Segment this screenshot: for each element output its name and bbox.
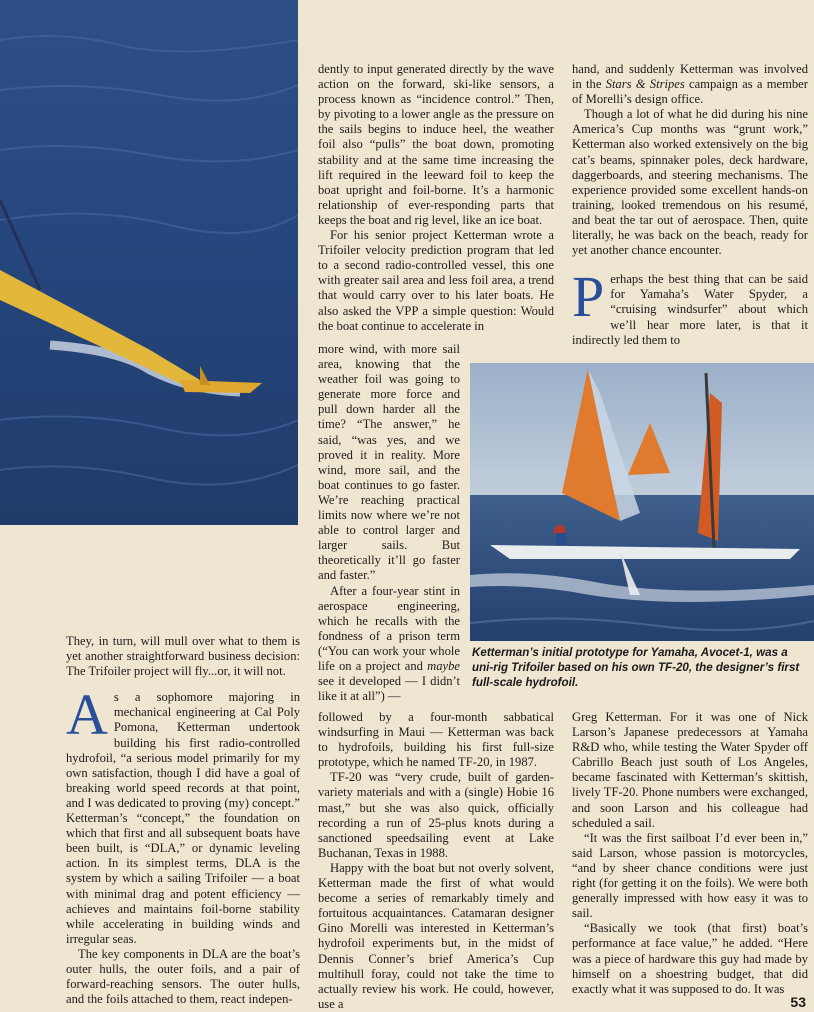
trifoiler-photo [0,0,298,525]
avocet-photo [470,363,814,641]
text-column-middle-top [318,62,554,334]
paragraph: Though a lot of what he did during his nine America’s Cup months was “grunt work,” Ketterman also worked extensively on the big cat’s beams, spinnaker poles, deck hardware, daggerboards, and steering mechanisms. The experience provided some excellent hands-on training, looked tremendous on his resumé, and beat the tar out of aerospace. Then, quite literally, he was back on the beach, ready for yet another chance encounter. [572,107,808,258]
paragraph: followed by a four-month sabbatical windsurfing in Maui — Ketterman was back to hydrofoils, building his first full-size prototype, which he named TF-20, in 1987. [318,710,554,770]
text-column-middle-bottom [318,710,554,1012]
paragraph: Happy with the boat but not overly solvent, Ketterman made the first of what would become a series of remarkably timely and fortuitous acquaintances. Catamaran designer Gino Morelli was interested in Ketterman’s hydrofoil experiments but, in the midst of Dennis Conner’s brief America’s Cup multihull foray, could not take the time to actually review his work. He could, however, use a [318,860,554,1011]
paragraph: “Basically we took (that first) boat’s performance at face value,” he added. “Here was a piece of hardware this guy had made by himself on a shoestring budget, that did exactly what it was supposed to do. It was [572,921,808,996]
paragraph: TF-20 was “very crude, built of garden-variety materials and with a (single) Hobie 16 mast,” but she was also quick, officially recording a run of 25-plus knots during a sanctioned speedsailing event at Lake Buchanan, Texas in 1988. [318,770,554,860]
paragraph: After a four-year stint in aerospace engineering, which he recalls with the fondness of a prison term (“You can work your whole life on a project and maybe see it developed — I didn’t like it at all”) — [318,583,460,704]
text-column-middle-narrow [318,342,460,704]
paragraph: They, in turn, will mull over what to them is yet another straightforward business decision: The Trifoiler project will fly...or, it will not. [66,634,300,679]
paragraph: dently to input generated directly by the wave action on the forward, ski-like sensors, a process known as “incidence control.” Then, by pivoting to a lower angle as the pressure on the sails begins to induce heel, the weather foil also “pulls” the boat down, promoting stability and at the same time increasing the lift required in the leeward foil to keep the boat upright and foil-borne. It’s a harmonic relationship of ever-responding parts that keeps the boat and rig level, like an ice boat. [318,62,554,227]
paragraph: more wind, with more sail area, knowing that the weather foil was going to generate more force and pull down harder all the time? “The answer,” he said, “was yes, and we proved it in reality. More wind, more sail, and the boat continues to go faster. We’re reaching practical limits now where we’re not able to control larger and larger sails. But theoretically it’ll go faster and faster.” [318,342,460,583]
paragraph: As a sophomore majoring in mechanical engineering at Cal Poly Pomona, Ketterman undertook building his first radio-controlled hydrofoil, “a serious model primarily for my own satisfaction, though I did have a goal of breaking world speed records at that point, and I was dedicated to proving (my) concept.” Ketterman’s “concept,” the foundation on which that first and all subsequent boats have been built, is “DLA,” or dynamic leveling action. In its simplest terms, DLA is the system by which a sailing Trifoiler — a boat with minimal drag and potent efficiency — achieves and maintains foil-borne stability while accelerating in building winds and irregular seas. [66,682,300,946]
paragraph: Perhaps the best thing that can be said for Yamaha’s Water Spyder, a “cruising windsurfer” about which we’ll hear more later, is that it indirectly led them to [572,264,808,347]
paragraph: Greg Ketterman. For it was one of Nick Larson’s Japanese predecessors at Yamaha R&D who, while testing the Water Spyder off Cabrillo Beach just south of Los Angeles, became fascinated with Ketterman’s skittish, lively TF-20. Phone numbers were exchanged, and soon Larson and his colleague had scheduled a sail. [572,710,808,830]
paragraph: “It was the first sailboat I’d ever been in,” said Larson, whose passion is motorcycles, “and by sheer chance conditions were just right (for getting it on the foils). We were both generally impressed with how easy it was to sail. [572,830,808,921]
page-number: 53 [790,994,806,1010]
drop-cap: A [66,682,108,748]
paragraph: For his senior project Ketterman wrote a Trifoiler velocity prediction program that led to a second radio-controlled vessel, this one with greater sail area and less foil area, a trend that would carry over to his later boats. He also asked the VPP a simple question: Would the boat continue to accelerate in [318,228,554,333]
paragraph: hand, and suddenly Ketterman was involved in the Stars & Stripes campaign as a member of Morelli’s design office. [572,62,808,107]
paragraph: The key components in DLA are the boat’s outer hulls, the outer foils, and a pair of forward-reaching sensors. The outer hulls, and the foils attached to them, react indepen- [66,946,300,1007]
text-column-right-top [572,62,808,348]
text-column-right-bottom [572,710,808,997]
photo-caption: Ketterman’s initial prototype for Yamaha, Avocet-1, was a uni-rig Trifoiler based on his own TF-20, the designer’s first full-scale hydrofoil. [472,646,800,689]
drop-cap: P [572,264,605,330]
text-column-left [66,634,300,1007]
